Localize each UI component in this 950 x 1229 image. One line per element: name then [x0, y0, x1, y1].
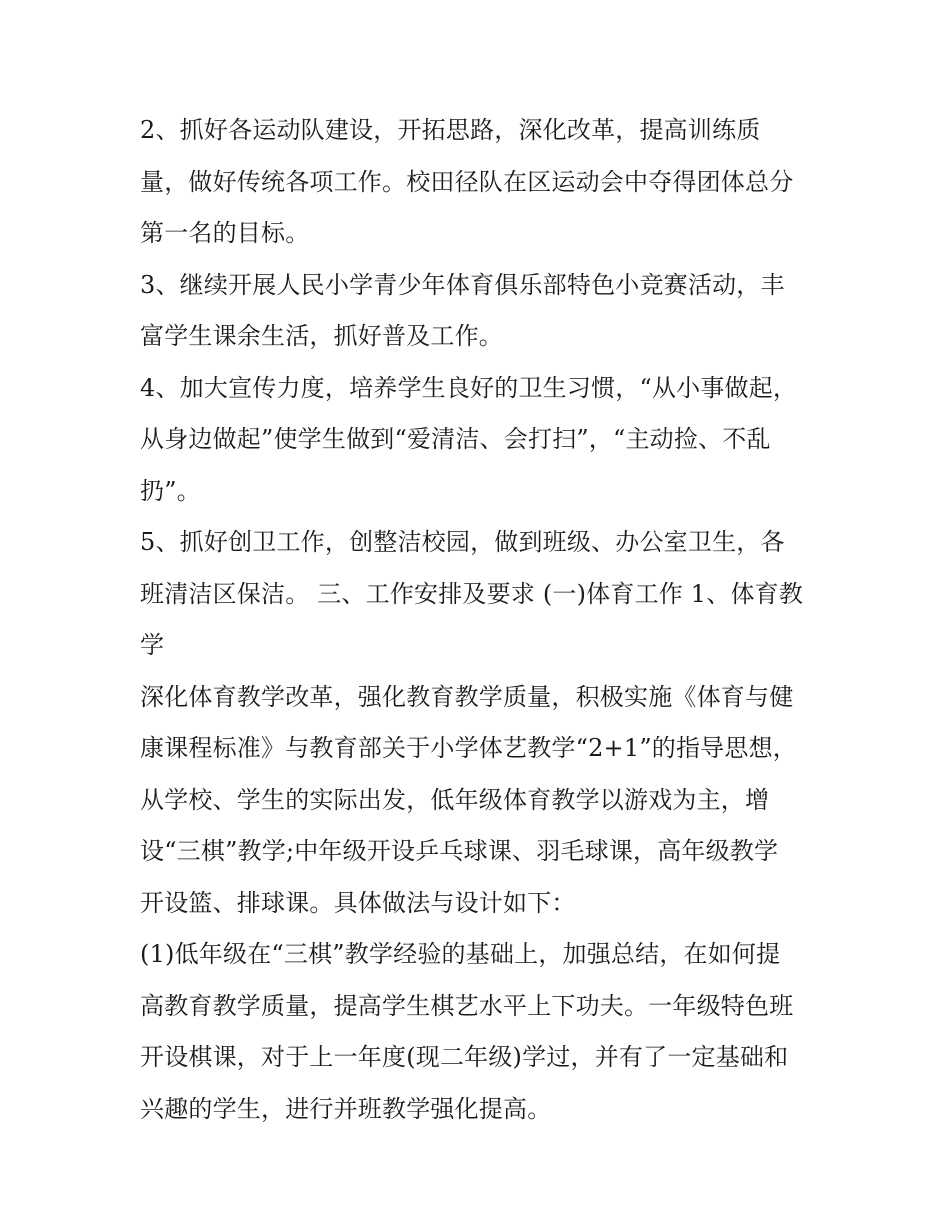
- text-line: 从学校、学生的实际出发，低年级体育教学以游戏为主，增: [140, 785, 770, 814]
- text-line: 开设棋课，对于上一年度(现二年级)学过，并有了一定基础和: [140, 1043, 789, 1071]
- text-line: (1)低年级在“三棋”教学经验的基础上，加强总结，在如何提: [140, 940, 781, 968]
- text-line: 深化体育教学改革，强化教育教学质量，积极实施《体育与健: [140, 682, 794, 711]
- text-line: 扔”。: [140, 476, 201, 505]
- text-line: 学: [140, 631, 165, 659]
- text-line: 设“三棋”教学;中年级开设乒乓球课、羽毛球课，高年级教学: [140, 837, 779, 865]
- document-body: [140, 105, 820, 1135]
- text-line: 开设篮、排球课。具体做法与设计如下：: [140, 888, 576, 917]
- text-line: 高教育教学质量，提高学生棋艺水平上下功夫。一年级特色班: [140, 991, 794, 1020]
- text-line: 富学生课余生活，抓好普及工作。: [140, 322, 503, 350]
- text-line: 3、继续开展人民小学青少年体育俱乐部特色小竞赛活动，丰: [140, 270, 785, 299]
- text-line: 5、抓好创卫工作，创整洁校园，做到班级、办公室卫生，各: [140, 528, 785, 556]
- text-line: 兴趣的学生，进行并班教学强化提高。: [140, 1094, 552, 1123]
- text-line: 4、加大宣传力度，培养学生良好的卫生习惯，“从小事做起，: [140, 373, 798, 402]
- text-line: 从身边做起”使学生做到“爱清洁、会打扫”，“主动捡、不乱: [140, 425, 771, 453]
- text-line: 2、抓好各运动队建设，开拓思路，深化改革，提高训练质: [140, 116, 761, 144]
- text-line: 班清洁区保洁。 三、工作安排及要求 (一)体育工作 1、体育教: [140, 579, 804, 608]
- text-line: 量，做好传统各项工作。校田径队在区运动会中夺得团体总分: [140, 167, 794, 196]
- text-line: 康课程标准》与教育部关于小学体艺教学“2+1”的指导思想，: [140, 734, 797, 762]
- text-line: 第一名的目标。: [140, 219, 310, 247]
